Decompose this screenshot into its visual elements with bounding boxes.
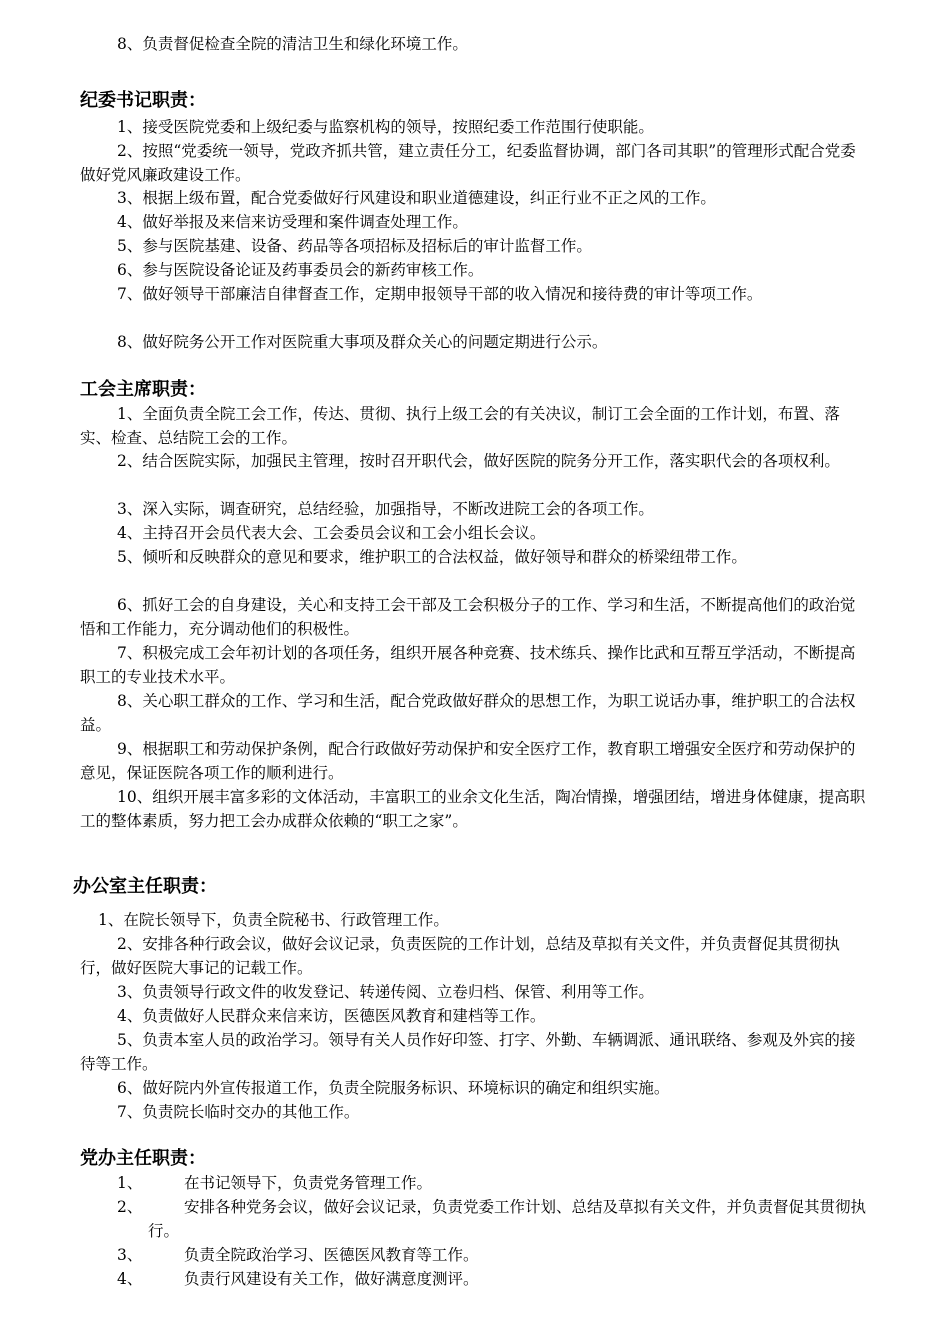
section-heading-jiwei: 纪委书记职责： (80, 90, 206, 111)
jiwei-item-3: 3、根据上级布置，配合党委做好行风建设和职业道德建设，纠正行业不正之风的工作。 (117, 189, 716, 207)
gonghui-item-10: 10、组织开展丰富多彩的文体活动，丰富职工的业余文化生活，陶冶情操，增强团结，增进身体健康，提高职工的整体素质，努力把工会办成群众依赖的“职工之家”。 (80, 788, 866, 830)
dangban-item-3-text: 负责全院政治学习、医德医风教育等工作。 (184, 1246, 479, 1264)
bangongshi-item-7: 7、负责院长临时交办的其他工作。 (117, 1103, 360, 1121)
bangongshi-item-2: 2、安排各种行政会议，做好会议记录，负责医院的工作计划，总结及草拟有关文件，并负责督促其贯彻执行，做好医院大事记的记载工作。 (80, 935, 840, 977)
jiwei-item-4: 4、做好举报及来信来访受理和案件调查处理工作。 (117, 213, 468, 231)
jiwei-item-2: 2、按照“党委统一领导，党政齐抓共管，建立责任分工，纪委监督协调，部门各司其职”的管理形式配合党委做好党风廉政建设工作。 (80, 142, 856, 184)
gonghui-item-5: 5、倾听和反映群众的意见和要求，维护职工的合法权益，做好领导和群众的桥梁纽带工作。 (117, 548, 747, 566)
gonghui-item-9: 9、根据职工和劳动保护条例，配合行政做好劳动保护和安全医疗工作，教育职工增强安全医疗和劳动保护的意见，保证医院各项工作的顺利进行。 (80, 740, 856, 782)
dangban-item-4-number: 4、 (117, 1270, 143, 1288)
gonghui-item-1: 1、全面负责全院工会工作，传达、贯彻、执行上级工会的有关决议，制订工会全面的工作计划，布置、落实、检查、总结院工会的工作。 (80, 405, 840, 447)
jiwei-item-5: 5、参与医院基建、设备、药品等各项招标及招标后的审计监督工作。 (117, 237, 592, 255)
bangongshi-item-4: 4、负责做好人民群众来信来访，医德医风教育和建档等工作。 (117, 1007, 546, 1025)
section-heading-gonghui: 工会主席职责： (80, 379, 206, 400)
gonghui-item-7: 7、积极完成工会年初计划的各项任务，组织开展各种竞赛、技术练兵、操作比武和互帮互学活动，不断提高职工的专业技术水平。 (80, 644, 856, 686)
dangban-item-1-text: 在书记领导下，负责党务管理工作。 (184, 1174, 433, 1192)
dangban-item-1-number: 1、 (117, 1174, 143, 1192)
bangongshi-item-6: 6、做好院内外宣传报道工作，负责全院服务标识、环境标识的确定和组织实施。 (117, 1079, 670, 1097)
dangban-item-4-text: 负责行风建设有关工作，做好满意度测评。 (184, 1270, 479, 1288)
dangban-item-3-number: 3、 (117, 1246, 143, 1264)
dangban-item-2-text: 安排各种党务会议，做好会议记录，负责党委工作计划、总结及草拟有关文件，并负责督促其贯彻执行。 (148, 1198, 867, 1240)
gonghui-item-6: 6、抓好工会的自身建设，关心和支持工会干部及工会积极分子的工作、学习和生活，不断提高他们的政治觉悟和工作能力，充分调动他们的积极性。 (80, 596, 856, 638)
jiwei-item-8: 8、做好院务公开工作对医院重大事项及群众关心的问题定期进行公示。 (117, 333, 608, 351)
gonghui-item-4: 4、主持召开会员代表大会、工会委员会议和工会小组长会议。 (117, 524, 546, 542)
jiwei-item-7: 7、做好领导干部廉洁自律督查工作，定期申报领导干部的收入情况和接待费的审计等项工作。 (117, 285, 763, 303)
paragraph-top-item-8: 8、负责督促检查全院的清洁卫生和绿化环境工作。 (117, 35, 468, 53)
jiwei-item-1: 1、接受医院党委和上级纪委与监察机构的领导，按照纪委工作范围行使职能。 (117, 118, 654, 136)
section-heading-dangban: 党办主任职责： (80, 1148, 206, 1169)
section-heading-bangongshi: 办公室主任职责： (73, 876, 217, 897)
dangban-item-2-number: 2、 (117, 1198, 143, 1216)
bangongshi-item-1: 1、在院长领导下，负责全院秘书、行政管理工作。 (98, 911, 449, 929)
gonghui-item-3: 3、深入实际，调查研究，总结经验，加强指导，不断改进院工会的各项工作。 (117, 500, 654, 518)
gonghui-item-2: 2、结合医院实际，加强民主管理，按时召开职代会，做好医院的院务分开工作，落实职代会的各项权利。 (117, 452, 840, 470)
bangongshi-item-5: 5、负责本室人员的政治学习。领导有关人员作好印签、打字、外勤、车辆调派、通讯联络、参观及外宾的接待等工作。 (80, 1031, 856, 1073)
gonghui-item-8: 8、关心职工群众的工作、学习和生活，配合党政做好群众的思想工作，为职工说话办事，维护职工的合法权益。 (80, 692, 856, 734)
bangongshi-item-3: 3、负责领导行政文件的收发登记、转递传阅、立卷归档、保管、利用等工作。 (117, 983, 654, 1001)
jiwei-item-6: 6、参与医院设备论证及药事委员会的新药审核工作。 (117, 261, 484, 279)
